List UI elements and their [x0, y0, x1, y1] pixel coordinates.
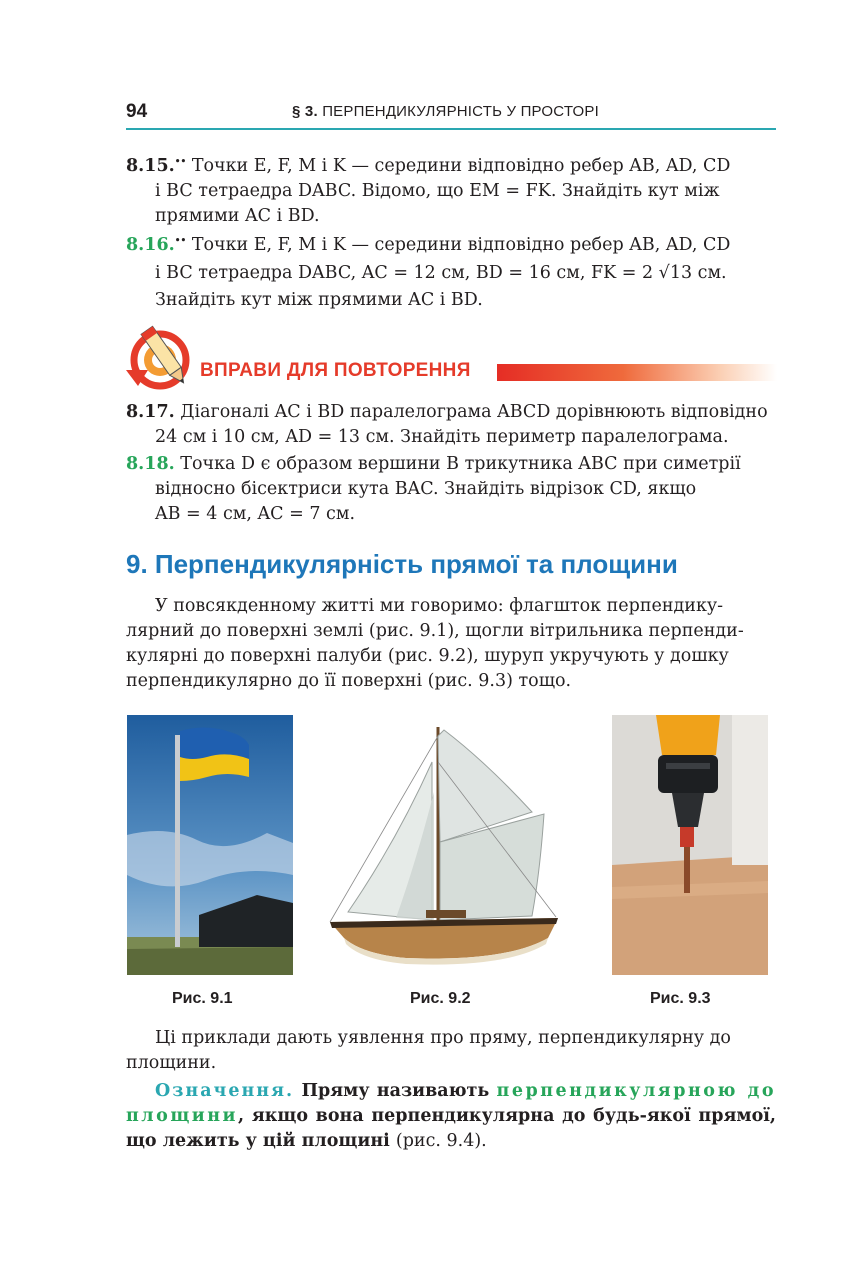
exercise-text: прямими AC і BD.	[155, 205, 320, 226]
text-line: площини.	[126, 1053, 217, 1073]
text-line: кулярні до поверхні палуби (рис. 9.2), шуруп укручують у дошку	[126, 646, 729, 666]
sailboat-photo	[326, 722, 564, 977]
definition-label: Означення.	[155, 1081, 295, 1101]
definition-text: Пряму називають	[301, 1081, 490, 1101]
exercise-text: 24 см і 10 см, AD = 13 см. Знайдіть периметр паралелограма.	[155, 427, 729, 447]
exercise-text: і BC тетраедра DABC, AC = 12 см, BD = 16 см, FK = 2 √13 см.	[155, 262, 727, 283]
exercise-number: 8.17.	[126, 402, 175, 422]
exercise-line	[126, 229, 776, 258]
text-line: лярний до поверхні землі (рис. 9.1), щогли вітрильника перпенди-	[126, 621, 744, 641]
exercise-line	[126, 150, 776, 179]
exercise-8-18	[126, 452, 776, 527]
figure-reference: (рис. 9.4).	[395, 1131, 487, 1151]
exercise-line	[126, 452, 776, 477]
figure-caption: Рис. 9.2	[410, 990, 471, 1007]
section-mark: § 3.	[292, 103, 318, 120]
difficulty-marks: ••	[174, 236, 187, 246]
exercise-text: Точки E, F, M і K — середини відповідно ребер AB, AD, CD	[191, 155, 731, 176]
pencil-target-icon	[126, 320, 202, 392]
exercise-number: 8.16.	[126, 234, 175, 255]
exercise-8-15	[126, 150, 776, 229]
difficulty-marks: ••	[174, 157, 187, 167]
text-line: Ці приклади дають уявлення про пряму, перпендикулярну до	[155, 1028, 731, 1048]
definition-text: , якщо вона перпендикулярна до будь-якої прямої, що лежить у цій площині	[126, 1106, 776, 1151]
exercise-number: 8.15.	[126, 155, 175, 176]
exercise-line	[126, 400, 776, 425]
header-rule	[126, 128, 776, 130]
text-line: У повсякденному житті ми говоримо: флагшток перпендику-	[155, 596, 724, 616]
banner-gradient-bar	[497, 364, 777, 381]
exercise-text: Точки E, F, M і K — середини відповідно ребер AB, AD, CD	[191, 234, 731, 255]
intro-paragraph	[126, 594, 776, 694]
examples-paragraph	[126, 1026, 776, 1076]
exercise-text: Діагоналі AC і BD паралелограма ABCD дорівнюють відповідно	[180, 402, 768, 422]
running-header	[292, 103, 599, 120]
exercise-text: AB = 4 см, AC = 7 см.	[155, 504, 356, 524]
exercise-text: і BC тетраедра DABC. Відомо, що EM = FK. Знайдіть кут між	[155, 180, 720, 201]
screwdriver-photo	[612, 715, 768, 975]
text-line: перпендикулярно до її поверхні (рис. 9.3) тощо.	[126, 671, 572, 691]
exercise-8-16	[126, 229, 776, 313]
flagpole-photo	[127, 715, 293, 975]
exercise-number: 8.18.	[126, 454, 175, 474]
exercise-text: Знайдіть кут між прямими AC і BD.	[155, 289, 483, 310]
exercise-text: відносно бісектриси кута BAC. Знайдіть відрізок CD, якщо	[155, 479, 697, 499]
definition-paragraph	[126, 1079, 776, 1154]
exercise-8-17	[126, 400, 776, 450]
section-heading: 9. Перпендикулярність прямої та площини	[126, 549, 678, 579]
page-number: 94	[126, 101, 148, 122]
review-section-title: ВПРАВИ ДЛЯ ПОВТОРЕННЯ	[200, 360, 471, 381]
exercise-text: Точка D є образом вершини B трикутника ABC при симетрії	[180, 454, 741, 474]
section-header-title: ПЕРПЕНДИКУЛЯРНІСТЬ У ПРОСТОРІ	[322, 103, 599, 120]
figure-caption: Рис. 9.3	[650, 990, 711, 1007]
figure-caption: Рис. 9.1	[172, 990, 233, 1007]
definition-term: перпендикулярною до площини	[126, 1081, 776, 1126]
